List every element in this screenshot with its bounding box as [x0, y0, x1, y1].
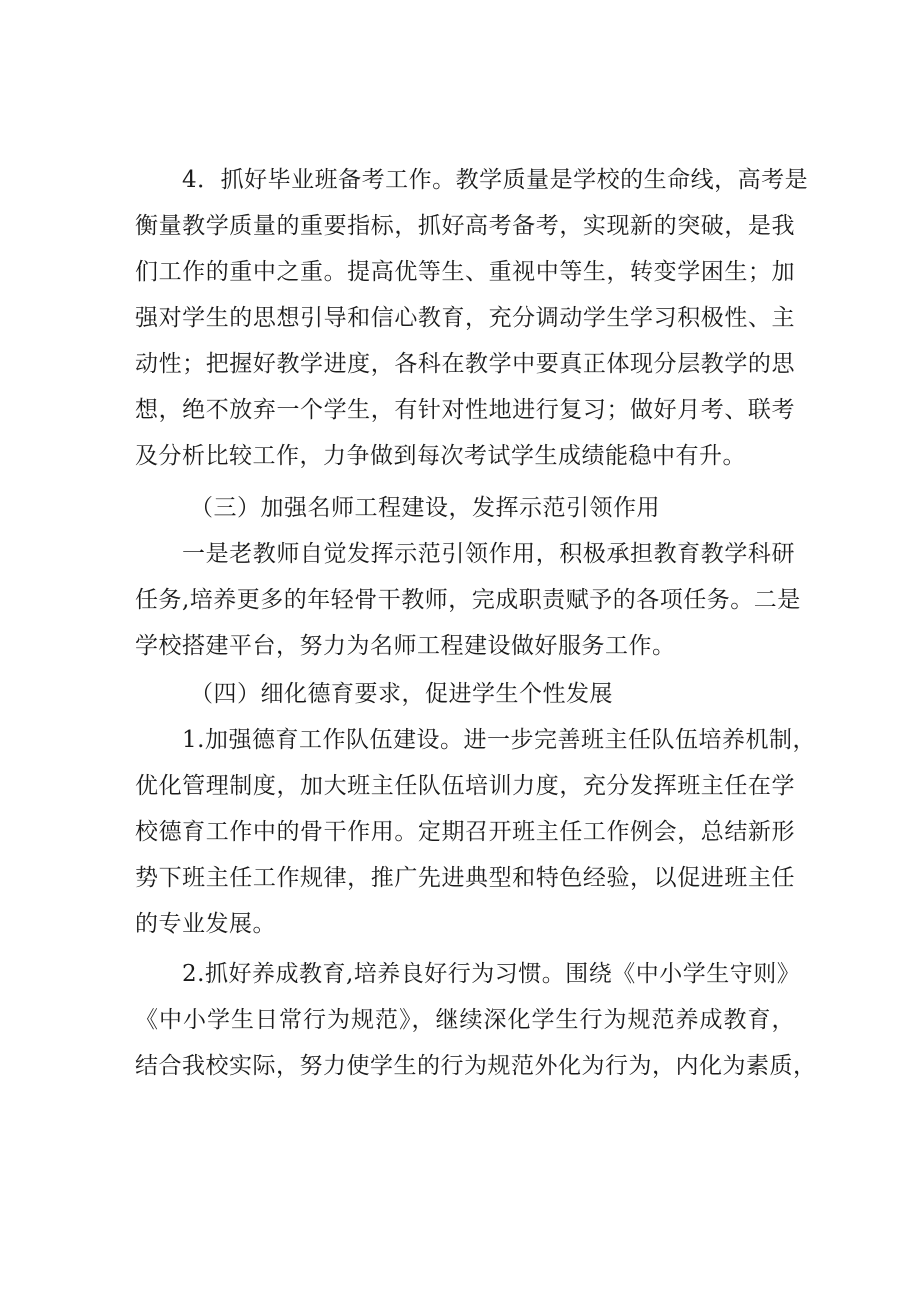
paragraph-4-line-2: 衡量教学质量的重要指标，抓好高考备考，实现新的突破，是我 [135, 213, 795, 239]
section-heading-3: （三）加强名师工程建设，发挥示范引领作用 [190, 495, 660, 521]
paragraph-mentor-line-2: 任务,培养更多的年轻骨干教师，完成职责赋予的各项任务。二是 [135, 587, 801, 613]
paragraph-moral-1-line-1: 1.加强德育工作队伍建设。进一步完善班主任队伍培养机制， [182, 727, 816, 753]
paragraph-moral-1-line-5: 的专业发展。 [135, 911, 276, 937]
paragraph-mentor-line-3: 学校搭建平台，努力为名师工程建设做好服务工作。 [135, 633, 676, 659]
paragraph-4-line-5: 动性；把握好教学进度，各科在教学中要真正体现分层教学的思 [135, 351, 795, 377]
paragraph-moral-1-line-4: 势下班主任工作规律，推广先进典型和特色经验，以促进班主任 [135, 865, 795, 891]
paragraph-moral-1-line-3: 校德育工作中的骨干作用。定期召开班主任工作例会，总结新形 [135, 819, 795, 845]
paragraph-4-line-6: 想，绝不放弃一个学生，有针对性地进行复习；做好月考、联考 [135, 397, 795, 423]
paragraph-moral-2-line-1: 2.抓好养成教育,培养良好行为习惯。围绕《中小学生守则》 [182, 961, 801, 987]
paragraph-moral-2-line-3: 结合我校实际，努力使学生的行为规范外化为行为，内化为素质， [135, 1053, 817, 1079]
paragraph-4-line-1: 4．抓好毕业班备考工作。教学质量是学校的生命线，高考是 [182, 167, 809, 193]
paragraph-moral-1-line-2: 优化管理制度，加大班主任队伍培训力度，充分发挥班主任在学 [135, 773, 795, 799]
paragraph-moral-2-line-2: 《中小学生日常行为规范》，继续深化学生行为规范养成教育， [135, 1007, 795, 1033]
paragraph-4-line-4: 强对学生的思想引导和信心教育，充分调动学生学习积极性、主 [135, 305, 795, 331]
paragraph-mentor-line-1: 一是老教师自觉发挥示范引领作用，积极承担教育教学科研 [182, 541, 795, 567]
paragraph-4-line-3: 们工作的重中之重。提高优等生、重视中等生，转变学困生；加 [135, 259, 795, 285]
paragraph-4-line-7: 及分析比较工作，力争做到每次考试学生成绩能稳中有升。 [135, 443, 746, 469]
section-heading-4: （四）细化德育要求，促进学生个性发展 [190, 681, 613, 707]
